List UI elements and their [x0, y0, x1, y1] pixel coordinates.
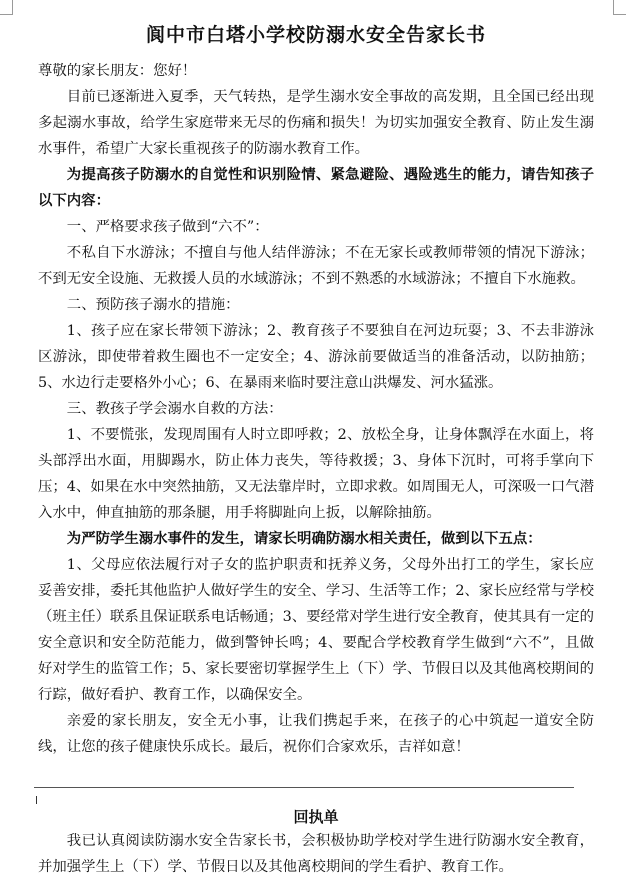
section-2-body: 1、孩子应在家长带领下游泳；2、教育孩子不要独自在河边玩耍；3、不去非游泳区游泳，即使带着救生圈也不一定安全；4、游泳前要做适当的准备活动，以防抽筋；5、水边行走要格外小心；6、在暴雨来临时要注意山洪爆发、河水猛涨。	[38, 323, 594, 391]
section-3-body: 1、不要慌张，发现周围有人时立即呼救；2、放松全身，让身体飘浮在水面上，将头部浮出水面，用脚踢水，防止体力丧失，等待救援；3、身体下沉时，可将手掌向下压；4、如果在水中突然抽筋，又无法靠岸时，立即求救。如周围无人，可深吸一口气潜入水中，伸直抽筋的那条腿，用手将脚趾向上扳，以解除抽筋。	[38, 427, 595, 521]
receipt-title: 回执单	[293, 808, 339, 826]
parents-duties-body: 1、父母应依法履行对子女的监护职责和抚养义务，父母外出打工的学生，家长应妥善安排，委托其他监护人做好学生的安全、学习、生活等工作；2、家长应经常与学校（班主任）联系且保证联系电话畅通；3、要经常对学生进行安全教育，使其具有一定的安全意识和安全防范能力，做到警钟长鸣；4、要配合学校教育学生做到“六不”，且做好对学生的监管工作；5、家长要密切掌握学生上（下）学、节假日以及其他离校期间的行踪，做好看护、教育工作，以确保安全。	[38, 557, 595, 703]
greeting: 尊敬的家长朋友：您好！	[38, 63, 197, 79]
section-2-heading: 二、预防孩子溺水的措施：	[66, 297, 240, 313]
crop-mark-top-right	[613, 0, 626, 15]
intro-paragraph: 目前已逐渐进入夏季，天气转热，是学生溺水安全事故的高发期，且全国已经出现多起溺水事故，给学生家庭带来无尽的伤痛和损失！为切实加强安全教育、防止发生溺水事件，希望广大家长重视孩子的防溺水教育工作。	[38, 89, 594, 157]
section-1-body: 不私自下水游泳；不擅自与他人结伴游泳；不在无家长或教师带领的情况下游泳；不到无安全设施、无救援人员的水域游泳；不到不熟悉的水域游泳；不擅自下水施救。	[38, 245, 594, 287]
section-1-heading: 一、严格要求孩子做到“六不”：	[66, 219, 269, 235]
lead-paragraph-children: 为提高孩子防溺水的自觉性和识别险情、紧急避险、遇险逃生的能力，请告知孩子以下内容：	[38, 166, 594, 209]
receipt-body: 我已认真阅读防溺水安全告家长书，会积极协助学校对学生进行防溺水安全教育，并加强学生上（下）学、节假日以及其他离校期间的学生看护、教育工作。	[38, 833, 594, 875]
section-3-heading: 三、教孩子学会溺水自救的方法：	[66, 401, 283, 417]
receipt-section	[38, 828, 594, 880]
document-body	[38, 0, 594, 760]
lead-paragraph-parents: 为严防学生溺水事件的发生，请家长明确防溺水相关责任，做到以下五点：	[66, 530, 542, 547]
closing-paragraph: 亲爱的家长朋友，安全无小事，让我们携起手来，在孩子的心中筑起一道安全防线，让您的孩子健康快乐成长。最后，祝你们合家欢乐，吉祥如意！	[38, 713, 594, 755]
document-title: 阆中市白塔小学校防溺水安全告家长书	[145, 24, 486, 46]
cut-line-divider	[34, 787, 574, 788]
cursor-mark	[36, 796, 37, 804]
crop-mark-top-left	[0, 0, 13, 15]
